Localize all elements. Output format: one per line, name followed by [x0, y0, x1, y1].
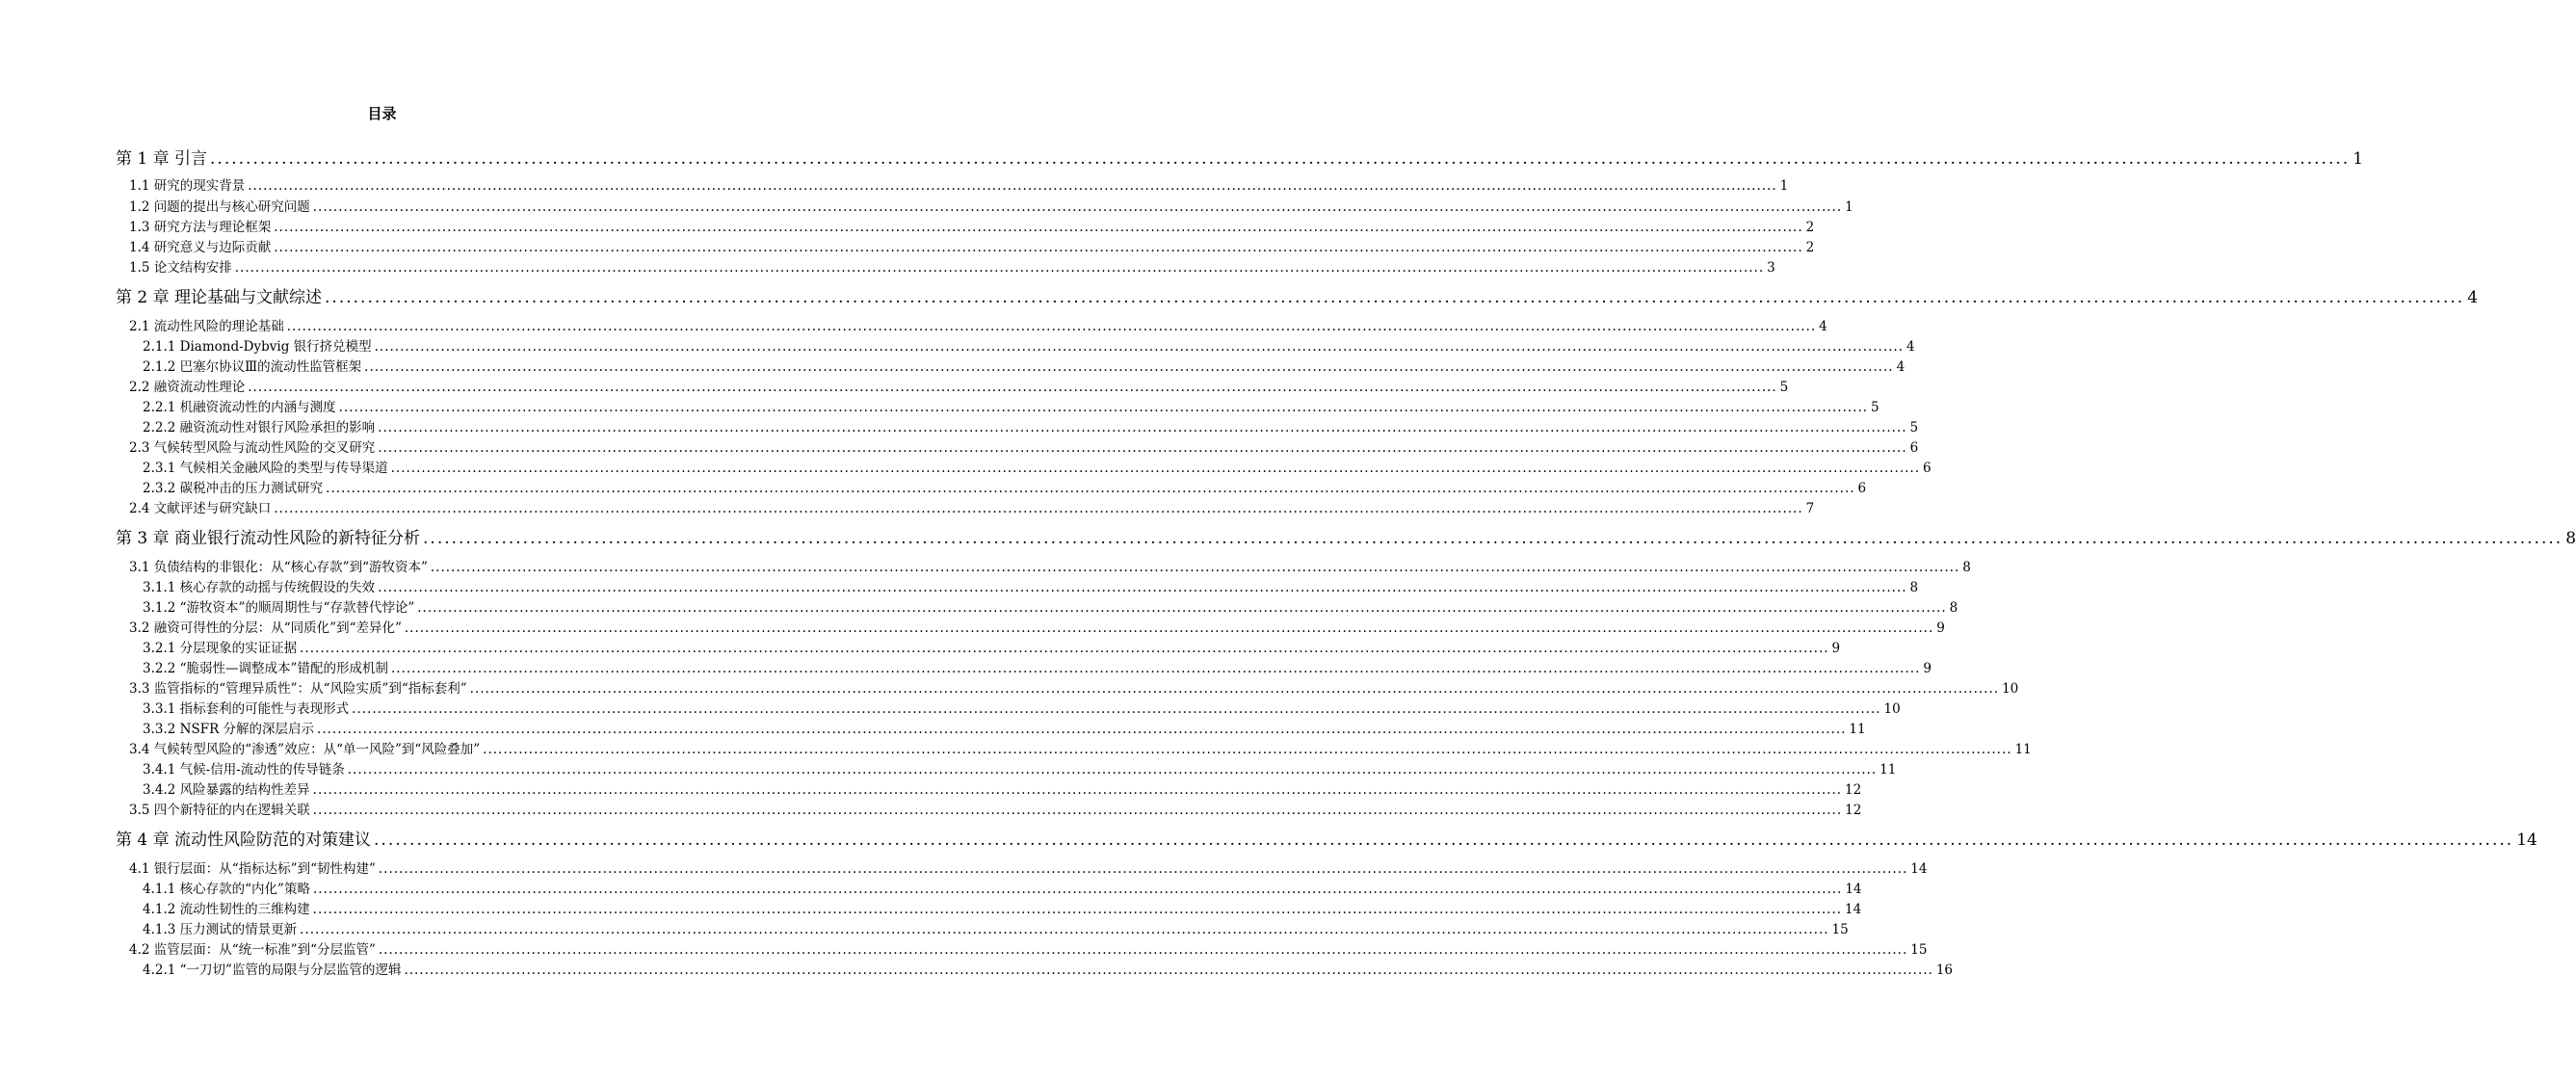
dot-leader: ............................................................................................................................................................................................................................................................................................................ [326, 481, 1855, 496]
toc-page-number: 12 [1845, 782, 1862, 798]
toc-page-number: 8 [1909, 580, 1919, 595]
toc-entry-label: 4.1 银行层面：从“指标达标”到“韧性构建” [129, 861, 376, 877]
toc-entry-label: 2.1.1 Diamond-Dybvig 银行挤兑模型 [143, 339, 372, 355]
toc-page-number: 1 [2353, 149, 2364, 169]
toc-entry-level-2[interactable] [129, 799, 1862, 818]
dot-leader: ............................................................................................................................................................................................................................................................................................................ [390, 661, 1921, 676]
toc-page-number: 12 [1845, 803, 1862, 818]
dot-leader: ............................................................................................................................................................................................................................................................................................................ [404, 620, 1934, 636]
toc-page-number: 15 [1910, 942, 1928, 958]
toc-entry-label: 3.3.2 NSFR 分解的深层启示 [143, 722, 315, 737]
toc-page-number: 3 [1767, 260, 1775, 276]
toc-entry-level-3[interactable] [143, 918, 1849, 937]
toc-title: 目录 [367, 105, 397, 122]
toc-entry-level-3[interactable] [143, 335, 1915, 355]
toc-entry-label: 4.1.1 核心存款的“内化”策略 [143, 882, 310, 897]
toc-page-number: 4 [2467, 288, 2479, 307]
toc-entry-level-2[interactable] [129, 196, 1853, 215]
toc-entry-level-3[interactable] [143, 637, 1841, 656]
dot-leader: ............................................................................................................................................................................................................................................................................................................ [274, 501, 1803, 516]
toc-entry-level-2[interactable] [129, 677, 2019, 697]
toc-entry-label: 2.2.1 机融资流动性的内涵与测度 [143, 400, 336, 415]
toc-page-number: 9 [1923, 661, 1932, 676]
toc-entry-level-2[interactable] [129, 938, 1928, 958]
dot-leader: ............................................................................................................................................................................................................................................................................................................ [286, 319, 1817, 334]
toc-entry-label: 第 3 章 商业银行流动性风险的新特征分析 [116, 529, 421, 548]
toc-entry-label: 3.1.2 “游牧资本”的顺周期性与“存款替代悖论” [143, 600, 415, 616]
toc-entry-label: 2.1 流动性风险的理论基础 [129, 319, 284, 334]
toc-entry-label: 4.2 监管层面：从“统一标准”到“分层监管” [129, 942, 376, 958]
dot-leader: ............................................................................................................................................................................................................................................................................................................ [325, 288, 2465, 307]
dot-leader: ............................................................................................................................................................................................................................................................................................................ [312, 803, 1843, 818]
toc-page-number: 7 [1805, 501, 1815, 516]
toc-entry-label: 3.4.2 风险暴露的结构性差异 [143, 782, 310, 798]
toc-entry-label: 3.2.1 分层现象的实证证据 [143, 641, 298, 656]
toc-page-number: 14 [1910, 861, 1928, 877]
dot-leader: ............................................................................................................................................................................................................................................................................................................ [390, 461, 1921, 476]
toc-entry-label: 1.5 论文结构安排 [129, 260, 232, 276]
toc-page-number: 5 [1909, 420, 1919, 435]
toc-entry-level-2[interactable] [129, 497, 1815, 516]
toc-entry-level-2[interactable] [129, 315, 1827, 334]
toc-entry-label: 3.4 气候转型风险的“渗透”效应：从“单一风险”到“风险叠加” [129, 742, 481, 757]
dot-leader: ............................................................................................................................................................................................................................................................................................................ [312, 782, 1843, 798]
toc-entry-label: 第 2 章 理论基础与文献综述 [116, 288, 323, 307]
dot-leader: ............................................................................................................................................................................................................................................................................................................ [483, 742, 2012, 757]
toc-page-number: 6 [1909, 440, 1919, 456]
dot-leader: ............................................................................................................................................................................................................................................................................................................ [338, 400, 1869, 415]
toc-page-number: 6 [1857, 481, 1867, 496]
toc-page-number: 8 [1962, 560, 1971, 575]
dot-leader: ............................................................................................................................................................................................................................................................................................................ [423, 529, 2563, 548]
dot-leader: ............................................................................................................................................................................................................................................................................................................ [312, 902, 1843, 917]
toc-page-number: 10 [2002, 681, 2019, 697]
dot-leader: ............................................................................................................................................................................................................................................................................................................ [312, 199, 1843, 215]
toc-entry-label: 3.1 负债结构的非银化：从“核心存款”到“游牧资本” [129, 560, 428, 575]
toc-entry-level-1[interactable] [116, 145, 2364, 169]
toc-entry-level-2[interactable] [129, 216, 1815, 235]
toc-entry-label: 2.1.2 巴塞尔协议Ⅲ的流动性监管框架 [143, 359, 362, 375]
toc-entry-level-2[interactable] [129, 376, 1789, 395]
toc-entry-level-3[interactable] [143, 457, 1932, 476]
toc-entry-label: 4.1.3 压力测试的情景更新 [143, 922, 298, 937]
toc-page-number: 6 [1923, 461, 1932, 476]
toc-entry-level-2[interactable] [129, 256, 1775, 276]
toc-entry-label: 2.3.1 气候相关金融风险的类型与传导渠道 [143, 461, 388, 476]
toc-entry-level-3[interactable] [143, 356, 1906, 375]
dot-leader: ............................................................................................................................................................................................................................................................................................................ [378, 861, 1908, 877]
toc-page-number: 1 [1779, 178, 1789, 194]
dot-leader: ............................................................................................................................................................................................................................................................................................................ [404, 962, 1933, 978]
dot-leader: ............................................................................................................................................................................................................................................................................................................ [317, 722, 1847, 737]
toc-entry-label: 4.2.1 “一刀切”监管的局限与分层监管的逻辑 [143, 962, 402, 978]
dot-leader: ............................................................................................................................................................................................................................................................................................................ [352, 701, 1881, 717]
toc-entry-level-2[interactable] [129, 174, 1789, 194]
toc-entry-label: 3.2 融资可得性的分层：从“同质化”到“差异化” [129, 620, 402, 636]
dot-leader: ............................................................................................................................................................................................................................................................................................................ [374, 831, 2514, 850]
toc-entry-label: 4.1.2 流动性韧性的三维构建 [143, 902, 310, 917]
toc-page-number: 4 [1819, 319, 1827, 334]
dot-leader: ............................................................................................................................................................................................................................................................................................................ [430, 560, 1960, 575]
toc-entry-level-3[interactable] [143, 416, 1919, 435]
toc-entry-level-3[interactable] [143, 657, 1932, 676]
toc-page-number: 4 [1896, 359, 1906, 375]
toc-entry-label: 2.4 文献评述与研究缺口 [129, 501, 272, 516]
toc-entry-level-3[interactable] [143, 898, 1862, 917]
toc-entry-level-3[interactable] [143, 596, 1958, 616]
toc-page-number: 4 [1906, 339, 1915, 355]
toc-entry-label: 1.3 研究方法与理论框架 [129, 220, 272, 235]
toc-entry-level-3[interactable] [143, 718, 1866, 737]
dot-leader: ............................................................................................................................................................................................................................................................................................................ [347, 762, 1878, 778]
toc-entry-label: 3.2.2 “脆弱性—调整成本”错配的形成机制 [143, 661, 388, 676]
toc-entry-level-1[interactable] [116, 826, 2537, 850]
toc-page-number: 11 [1879, 762, 1897, 778]
toc-page-number: 2 [1805, 240, 1815, 255]
toc-entry-level-2[interactable] [129, 436, 1919, 456]
toc-entry-label: 2.2 融资流动性理论 [129, 380, 246, 395]
toc-entry-level-3[interactable] [143, 959, 1954, 978]
dot-leader: ............................................................................................................................................................................................................................................................................................................ [378, 580, 1907, 595]
toc-entry-level-3[interactable] [143, 698, 1901, 717]
toc-entry-label: 1.1 研究的现实背景 [129, 178, 246, 194]
toc-entry-level-2[interactable] [129, 617, 1945, 636]
toc-page-number: 9 [1831, 641, 1841, 656]
toc-entry-level-3[interactable] [143, 477, 1867, 496]
toc-entry-label: 2.3 气候转型风险与流动性风险的交叉研究 [129, 440, 376, 456]
toc-page-number: 15 [1831, 922, 1849, 937]
dot-leader: ............................................................................................................................................................................................................................................................................................................ [300, 922, 1829, 937]
toc-entry-label: 3.3.1 指标套利的可能性与表现形式 [143, 701, 350, 717]
dot-leader: ............................................................................................................................................................................................................................................................................................................ [378, 420, 1907, 435]
toc-entry-level-3[interactable] [143, 878, 1862, 897]
toc-entry-level-3[interactable] [143, 396, 1879, 415]
dot-leader: ............................................................................................................................................................................................................................................................................................................ [274, 240, 1803, 255]
dot-leader: ............................................................................................................................................................................................................................................................................................................ [248, 380, 1777, 395]
toc-entry-label: 3.3 监管指标的“管理异质性”：从“风险实质”到“指标套利” [129, 681, 467, 697]
toc-page-number: 14 [2516, 831, 2537, 850]
toc-page-number: 11 [2014, 742, 2032, 757]
toc-entry-label: 3.5 四个新特征的内在逻辑关联 [129, 803, 310, 818]
toc-entry-level-2[interactable] [129, 857, 1928, 877]
toc-entry-label: 2.2.2 融资流动性对银行风险承担的影响 [143, 420, 376, 435]
dot-leader: ............................................................................................................................................................................................................................................................................................................ [378, 942, 1908, 958]
dot-leader: ............................................................................................................................................................................................................................................................................................................ [378, 440, 1907, 456]
toc-entry-level-1[interactable] [116, 283, 2479, 307]
toc-page-number: 14 [1845, 902, 1862, 917]
dot-leader: ............................................................................................................................................................................................................................................................................................................ [374, 339, 1905, 355]
toc-entry-label: 3.4.1 气候-信用-流动性的传导链条 [143, 762, 345, 778]
toc-page-number: 5 [1779, 380, 1789, 395]
toc-entry-level-3[interactable] [143, 758, 1897, 778]
toc-page-number: 16 [1935, 962, 1954, 978]
toc-page-number: 10 [1883, 701, 1901, 717]
toc-page-number: 8 [2565, 529, 2576, 548]
toc-page-number: 9 [1936, 620, 1945, 636]
toc-entry-label: 第 4 章 流动性风险防范的对策建议 [116, 831, 372, 850]
toc-page-number: 11 [1849, 722, 1866, 737]
dot-leader: ............................................................................................................................................................................................................................................................................................................ [300, 641, 1829, 656]
toc-entry-level-2[interactable] [129, 738, 2032, 757]
dot-leader: ............................................................................................................................................................................................................................................................................................................ [312, 882, 1843, 897]
toc-entry-label: 3.1.1 核心存款的动摇与传统假设的失效 [143, 580, 376, 595]
dot-leader: ............................................................................................................................................................................................................................................................................................................ [274, 220, 1803, 235]
toc-entry-level-2[interactable] [129, 556, 1971, 575]
toc-entry-label: 1.4 研究意义与边际贡献 [129, 240, 272, 255]
toc-page-number: 5 [1871, 400, 1879, 415]
toc-entry-level-3[interactable] [143, 576, 1919, 595]
toc-page-number: 2 [1805, 220, 1815, 235]
dot-leader: ............................................................................................................................................................................................................................................................................................................ [210, 149, 2351, 169]
dot-leader: ............................................................................................................................................................................................................................................................................................................ [364, 359, 1894, 375]
toc-page-number: 8 [1949, 600, 1958, 616]
toc-entry-label: 2.3.2 碳税冲击的压力测试研究 [143, 481, 324, 496]
dot-leader: ............................................................................................................................................................................................................................................................................................................ [248, 178, 1777, 194]
dot-leader: ............................................................................................................................................................................................................................................................................................................ [417, 600, 1947, 616]
toc-entry-level-2[interactable] [129, 236, 1815, 255]
toc-page-number: 1 [1845, 199, 1853, 215]
toc-entry-label: 第 1 章 引言 [116, 149, 208, 169]
dot-leader: ............................................................................................................................................................................................................................................................................................................ [234, 260, 1765, 276]
toc-page-number: 14 [1845, 882, 1862, 897]
dot-leader: ............................................................................................................................................................................................................................................................................................................ [469, 681, 2000, 697]
toc-entry-level-1[interactable] [116, 524, 2576, 548]
toc-entry-label: 1.2 问题的提出与核心研究问题 [129, 199, 310, 215]
toc-entry-level-3[interactable] [143, 778, 1862, 798]
